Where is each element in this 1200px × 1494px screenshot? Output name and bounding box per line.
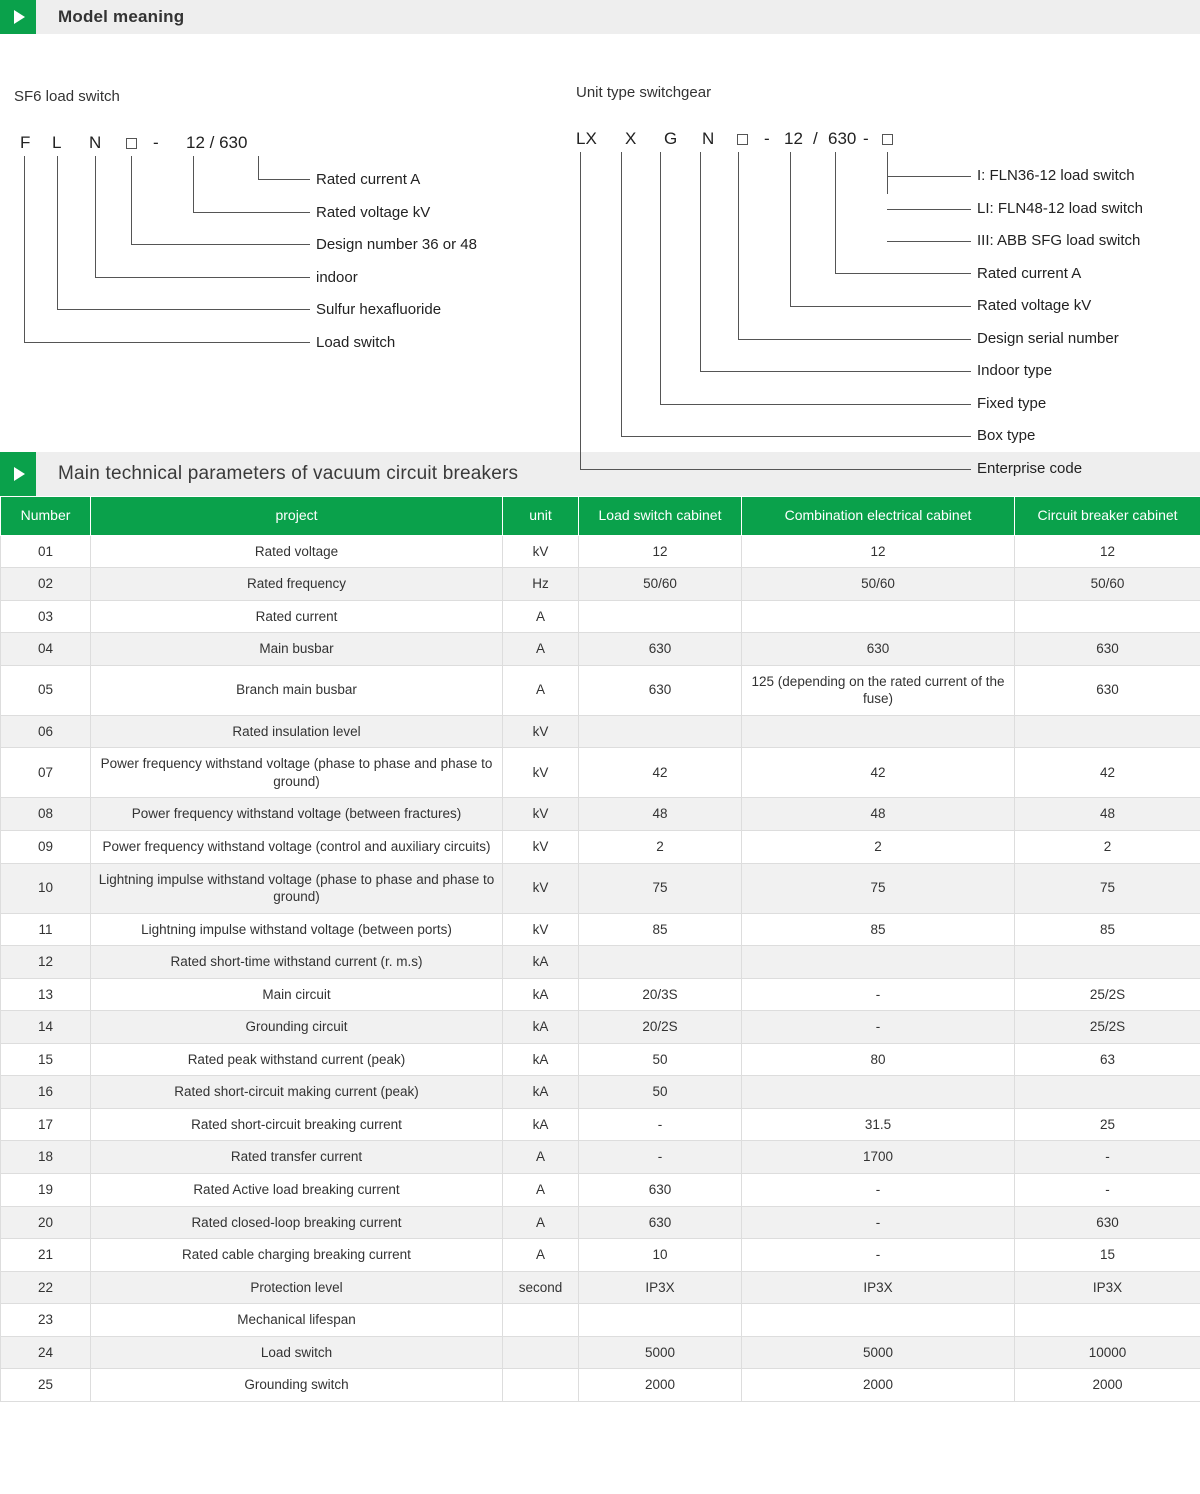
left-leader-label-2: Design number 36 or 48 xyxy=(316,236,477,253)
right-leader-label-3: Rated current A xyxy=(977,265,1082,282)
table-cell-num: 20 xyxy=(1,1206,91,1239)
col-header-circuit-breaker-cabinet: Circuit breaker cabinet xyxy=(1015,497,1200,536)
table-cell-unit: A xyxy=(503,1239,579,1272)
table-cell-project: Lightning impulse withstand voltage (phase to phase and phase to ground) xyxy=(91,863,503,913)
table-cell-unit xyxy=(503,1369,579,1402)
table-cell-c: 25 xyxy=(1015,1108,1200,1141)
table-cell-num: 17 xyxy=(1,1108,91,1141)
table-cell-num: 04 xyxy=(1,633,91,666)
right-leader-v-9 xyxy=(621,152,622,436)
left-leader-label-0: Rated current A xyxy=(316,171,421,188)
table-row xyxy=(1,1173,1200,1206)
table-row xyxy=(1,913,1200,946)
right-code-5: - xyxy=(764,129,770,148)
table-cell-b xyxy=(742,946,1015,979)
table-cell-b: 50/60 xyxy=(742,568,1015,601)
table-cell-project: Rated short-circuit breaking current xyxy=(91,1108,503,1141)
table-cell-unit: kV xyxy=(503,535,579,568)
table-cell-num: 06 xyxy=(1,715,91,748)
section-header-model-meaning xyxy=(0,0,1200,34)
table-cell-a: 630 xyxy=(579,665,742,715)
left-leader-label-4: Sulfur hexafluoride xyxy=(316,301,442,318)
table-cell-project: Rated Active load breaking current xyxy=(91,1173,503,1206)
right-code-8: 630 xyxy=(828,129,857,148)
table-cell-b xyxy=(742,1304,1015,1337)
right-leader-h-9 xyxy=(621,436,971,437)
left-leader-h-5 xyxy=(57,309,310,310)
left-leader-h-4 xyxy=(95,277,310,278)
table-cell-num: 08 xyxy=(1,798,91,831)
table-cell-project: Rated voltage xyxy=(91,535,503,568)
table-cell-a: 50 xyxy=(579,1043,742,1076)
table-cell-project: Rated transfer current xyxy=(91,1141,503,1174)
right-code-2: G xyxy=(664,129,678,148)
table-cell-num: 11 xyxy=(1,913,91,946)
table-cell-b: 48 xyxy=(742,798,1015,831)
left-leader-v-2 xyxy=(193,156,194,212)
table-cell-b: 1700 xyxy=(742,1141,1015,1174)
table-cell-project: Rated closed-loop breaking current xyxy=(91,1206,503,1239)
table-cell-b: IP3X xyxy=(742,1271,1015,1304)
table-row xyxy=(1,748,1200,798)
table-cell-project: Branch main busbar xyxy=(91,665,503,715)
parameters-table xyxy=(0,496,1200,1402)
table-cell-a xyxy=(579,715,742,748)
left-leader-label-3: indoor xyxy=(316,269,358,286)
table-cell-a: - xyxy=(579,1141,742,1174)
table-cell-unit: A xyxy=(503,1141,579,1174)
table-row xyxy=(1,665,1200,715)
right-leader-h-1 xyxy=(887,176,971,177)
table-cell-c xyxy=(1015,1304,1200,1337)
table-row xyxy=(1,535,1200,568)
table-cell-unit: kA xyxy=(503,1043,579,1076)
table-cell-unit: A xyxy=(503,600,579,633)
table-cell-project: Rated short-circuit making current (peak) xyxy=(91,1076,503,1109)
table-cell-num: 12 xyxy=(1,946,91,979)
col-header-load-switch-cabinet: Load switch cabinet xyxy=(579,497,742,536)
table-cell-a: 48 xyxy=(579,798,742,831)
left-leader-label-1: Rated voltage kV xyxy=(316,204,431,221)
table-cell-num: 10 xyxy=(1,863,91,913)
table-cell-project: Rated insulation level xyxy=(91,715,503,748)
right-leader-h-3 xyxy=(887,241,971,242)
table-cell-b: - xyxy=(742,1173,1015,1206)
right-leader-label-7: Fixed type xyxy=(977,395,1047,412)
table-row xyxy=(1,715,1200,748)
table-cell-a: 630 xyxy=(579,1206,742,1239)
table-cell-c: 630 xyxy=(1015,665,1200,715)
table-cell-unit: kV xyxy=(503,830,579,863)
left-diagram-caption: SF6 load switch xyxy=(14,88,120,105)
table-cell-num: 07 xyxy=(1,748,91,798)
table-cell-b: 42 xyxy=(742,748,1015,798)
table-cell-project: Power frequency withstand voltage (phase to phase and phase to ground) xyxy=(91,748,503,798)
play-arrow-icon-2 xyxy=(0,452,36,496)
table-cell-c: 2 xyxy=(1015,830,1200,863)
table-cell-c: 63 xyxy=(1015,1043,1200,1076)
table-cell-unit: A xyxy=(503,1206,579,1239)
table-cell-project: Main busbar xyxy=(91,633,503,666)
table-row xyxy=(1,1108,1200,1141)
table-cell-unit: A xyxy=(503,665,579,715)
right-leader-label-2: III: ABB SFG load switch xyxy=(977,232,1141,249)
right-code-0: LX xyxy=(576,129,597,148)
left-leader-v-3 xyxy=(131,156,132,244)
table-cell-a: 42 xyxy=(579,748,742,798)
col-header-project: project xyxy=(91,497,503,536)
right-leader-v-8 xyxy=(660,152,661,404)
left-leader-h-3 xyxy=(131,244,310,245)
table-cell-num: 01 xyxy=(1,535,91,568)
table-cell-project: Rated peak withstand current (peak) xyxy=(91,1043,503,1076)
table-row xyxy=(1,1011,1200,1044)
right-leader-h-5 xyxy=(790,306,971,307)
table-cell-unit: kA xyxy=(503,978,579,1011)
right-leader-label-4: Rated voltage kV xyxy=(977,297,1092,314)
table-cell-unit: kV xyxy=(503,748,579,798)
right-leader-label-1: LI: FLN48-12 load switch xyxy=(977,200,1143,217)
table-cell-c: 75 xyxy=(1015,863,1200,913)
table-cell-b: 125 (depending on the rated current of the fuse) xyxy=(742,665,1015,715)
table-cell-unit: second xyxy=(503,1271,579,1304)
table-row xyxy=(1,1271,1200,1304)
table-row xyxy=(1,633,1200,666)
table-cell-c: 630 xyxy=(1015,633,1200,666)
table-cell-unit: kV xyxy=(503,798,579,831)
left-leader-label-5: Load switch xyxy=(316,334,396,351)
right-code-7: / xyxy=(813,129,818,148)
table-cell-a: 20/3S xyxy=(579,978,742,1011)
table-cell-unit: A xyxy=(503,633,579,666)
right-leader-label-0: I: FLN36-12 load switch xyxy=(977,167,1135,184)
table-cell-c: 50/60 xyxy=(1015,568,1200,601)
right-code-square-1 xyxy=(737,134,748,145)
table-cell-unit: kA xyxy=(503,1076,579,1109)
table-cell-num: 25 xyxy=(1,1369,91,1402)
table-cell-project: Lightning impulse withstand voltage (between ports) xyxy=(91,913,503,946)
table-cell-unit: kV xyxy=(503,715,579,748)
section-title-parameters: Main technical parameters of vacuum circuit breakers xyxy=(58,463,519,484)
table-cell-a: 630 xyxy=(579,633,742,666)
right-leader-h-4 xyxy=(835,273,971,274)
table-cell-a: 50 xyxy=(579,1076,742,1109)
table-row xyxy=(1,1206,1200,1239)
table-cell-b xyxy=(742,715,1015,748)
table-cell-a: 2000 xyxy=(579,1369,742,1402)
table-cell-c: 630 xyxy=(1015,1206,1200,1239)
table-cell-a: 2 xyxy=(579,830,742,863)
left-code-0: F xyxy=(20,133,31,152)
table-cell-project: Rated frequency xyxy=(91,568,503,601)
table-cell-a: 20/2S xyxy=(579,1011,742,1044)
table-cell-num: 05 xyxy=(1,665,91,715)
table-cell-num: 24 xyxy=(1,1336,91,1369)
table-cell-num: 18 xyxy=(1,1141,91,1174)
left-leader-v-4 xyxy=(95,156,96,277)
table-cell-c: 12 xyxy=(1015,535,1200,568)
table-cell-a: 50/60 xyxy=(579,568,742,601)
table-row xyxy=(1,1336,1200,1369)
table-cell-a xyxy=(579,1304,742,1337)
table-cell-unit: A xyxy=(503,1173,579,1206)
table-cell-project: Mechanical lifespan xyxy=(91,1304,503,1337)
table-cell-a: 75 xyxy=(579,863,742,913)
table-row xyxy=(1,1304,1200,1337)
table-cell-num: 19 xyxy=(1,1173,91,1206)
table-row xyxy=(1,863,1200,913)
table-cell-project: Grounding switch xyxy=(91,1369,503,1402)
table-cell-num: 14 xyxy=(1,1011,91,1044)
table-cell-num: 23 xyxy=(1,1304,91,1337)
table-cell-a: 630 xyxy=(579,1173,742,1206)
right-leader-label-6: Indoor type xyxy=(977,362,1053,379)
table-cell-c: 25/2S xyxy=(1015,978,1200,1011)
table-cell-a: 12 xyxy=(579,535,742,568)
left-leader-h-2 xyxy=(193,212,310,213)
right-leader-label-5: Design serial number xyxy=(977,330,1119,347)
table-cell-c: 15 xyxy=(1015,1239,1200,1272)
table-cell-b xyxy=(742,600,1015,633)
right-code-3: N xyxy=(702,129,715,148)
table-cell-a: 5000 xyxy=(579,1336,742,1369)
left-leader-h-1 xyxy=(258,179,310,180)
table-cell-a xyxy=(579,946,742,979)
right-leader-v-3 xyxy=(887,152,888,194)
right-code-square-2 xyxy=(882,134,893,145)
table-cell-c: IP3X xyxy=(1015,1271,1200,1304)
table-cell-a: - xyxy=(579,1108,742,1141)
table-cell-b xyxy=(742,1076,1015,1109)
table-cell-a xyxy=(579,600,742,633)
table-cell-b: 31.5 xyxy=(742,1108,1015,1141)
table-row xyxy=(1,1239,1200,1272)
table-cell-a: IP3X xyxy=(579,1271,742,1304)
left-leader-h-6 xyxy=(24,342,310,343)
left-code-1: L xyxy=(52,133,62,152)
right-leader-h-2 xyxy=(887,209,971,210)
table-cell-unit: Hz xyxy=(503,568,579,601)
table-cell-b: 2000 xyxy=(742,1369,1015,1402)
table-cell-project: Grounding circuit xyxy=(91,1011,503,1044)
right-code-1: X xyxy=(625,129,637,148)
table-cell-project: Load switch xyxy=(91,1336,503,1369)
table-cell-b: 75 xyxy=(742,863,1015,913)
right-leader-v-5 xyxy=(790,152,791,306)
right-leader-label-8: Box type xyxy=(977,427,1036,444)
table-cell-b: 5000 xyxy=(742,1336,1015,1369)
table-cell-a: 10 xyxy=(579,1239,742,1272)
right-leader-v-6 xyxy=(738,152,739,339)
table-row xyxy=(1,568,1200,601)
table-cell-num: 16 xyxy=(1,1076,91,1109)
table-cell-num: 22 xyxy=(1,1271,91,1304)
table-cell-c xyxy=(1015,1076,1200,1109)
table-row xyxy=(1,978,1200,1011)
table-cell-num: 13 xyxy=(1,978,91,1011)
table-row xyxy=(1,1369,1200,1402)
table-cell-unit: kA xyxy=(503,1108,579,1141)
table-cell-project: Rated short-time withstand current (r. m.s) xyxy=(91,946,503,979)
left-leader-v-1 xyxy=(258,156,259,179)
table-cell-b: 2 xyxy=(742,830,1015,863)
table-cell-unit: kA xyxy=(503,946,579,979)
table-cell-c xyxy=(1015,600,1200,633)
table-cell-c: 42 xyxy=(1015,748,1200,798)
table-row xyxy=(1,1076,1200,1109)
table-cell-b: 80 xyxy=(742,1043,1015,1076)
table-cell-c xyxy=(1015,715,1200,748)
col-header-number: Number xyxy=(1,497,91,536)
left-code-4: - xyxy=(153,133,159,152)
right-leader-h-10 xyxy=(580,469,971,470)
table-cell-b: 12 xyxy=(742,535,1015,568)
table-header-row xyxy=(1,497,1200,536)
right-leader-v-10 xyxy=(580,152,581,469)
right-leader-v-7 xyxy=(700,152,701,371)
right-leader-h-8 xyxy=(660,404,971,405)
table-cell-b: - xyxy=(742,1239,1015,1272)
left-code-5: 12 / 630 xyxy=(186,133,248,152)
table-row xyxy=(1,798,1200,831)
table-cell-c: - xyxy=(1015,1173,1200,1206)
table-cell-c: - xyxy=(1015,1141,1200,1174)
col-header-combination-electrical-cabinet: Combination electrical cabinet xyxy=(742,497,1015,536)
table-cell-num: 03 xyxy=(1,600,91,633)
table-cell-c: 2000 xyxy=(1015,1369,1200,1402)
left-leader-v-5 xyxy=(57,156,58,309)
table-cell-num: 21 xyxy=(1,1239,91,1272)
table-cell-unit: kV xyxy=(503,863,579,913)
table-cell-project: Power frequency withstand voltage (between fractures) xyxy=(91,798,503,831)
right-diagram-caption: Unit type switchgear xyxy=(576,84,712,101)
table-cell-unit xyxy=(503,1336,579,1369)
table-cell-num: 02 xyxy=(1,568,91,601)
table-cell-unit xyxy=(503,1304,579,1337)
table-cell-b: 85 xyxy=(742,913,1015,946)
table-cell-c: 25/2S xyxy=(1015,1011,1200,1044)
right-leader-h-6 xyxy=(738,339,971,340)
table-row xyxy=(1,600,1200,633)
right-leader-h-7 xyxy=(700,371,971,372)
col-header-unit: unit xyxy=(503,497,579,536)
table-cell-num: 15 xyxy=(1,1043,91,1076)
table-row xyxy=(1,830,1200,863)
table-cell-c: 10000 xyxy=(1015,1336,1200,1369)
table-cell-b: - xyxy=(742,978,1015,1011)
right-leader-v-4 xyxy=(835,152,836,273)
table-cell-project: Rated current xyxy=(91,600,503,633)
table-cell-num: 09 xyxy=(1,830,91,863)
table-cell-project: Rated cable charging breaking current xyxy=(91,1239,503,1272)
table-row xyxy=(1,1141,1200,1174)
table-cell-project: Protection level xyxy=(91,1271,503,1304)
table-cell-b: - xyxy=(742,1206,1015,1239)
right-code-6: 12 xyxy=(784,129,803,148)
left-code-square xyxy=(126,138,137,149)
table-cell-b: 630 xyxy=(742,633,1015,666)
table-cell-project: Main circuit xyxy=(91,978,503,1011)
section-title: Model meaning xyxy=(58,7,185,26)
right-leader-label-9: Enterprise code xyxy=(977,460,1083,477)
play-arrow-icon xyxy=(0,0,36,34)
right-code-9: - xyxy=(863,129,869,148)
table-row xyxy=(1,946,1200,979)
table-cell-c: 48 xyxy=(1015,798,1200,831)
table-cell-unit: kA xyxy=(503,1011,579,1044)
table-row xyxy=(1,1043,1200,1076)
table-cell-a: 85 xyxy=(579,913,742,946)
table-cell-c: 85 xyxy=(1015,913,1200,946)
left-code-2: N xyxy=(89,133,102,152)
table-cell-c xyxy=(1015,946,1200,979)
table-cell-b: - xyxy=(742,1011,1015,1044)
table-cell-project: Power frequency withstand voltage (control and auxiliary circuits) xyxy=(91,830,503,863)
table-cell-unit: kV xyxy=(503,913,579,946)
left-leader-v-6 xyxy=(24,156,25,342)
